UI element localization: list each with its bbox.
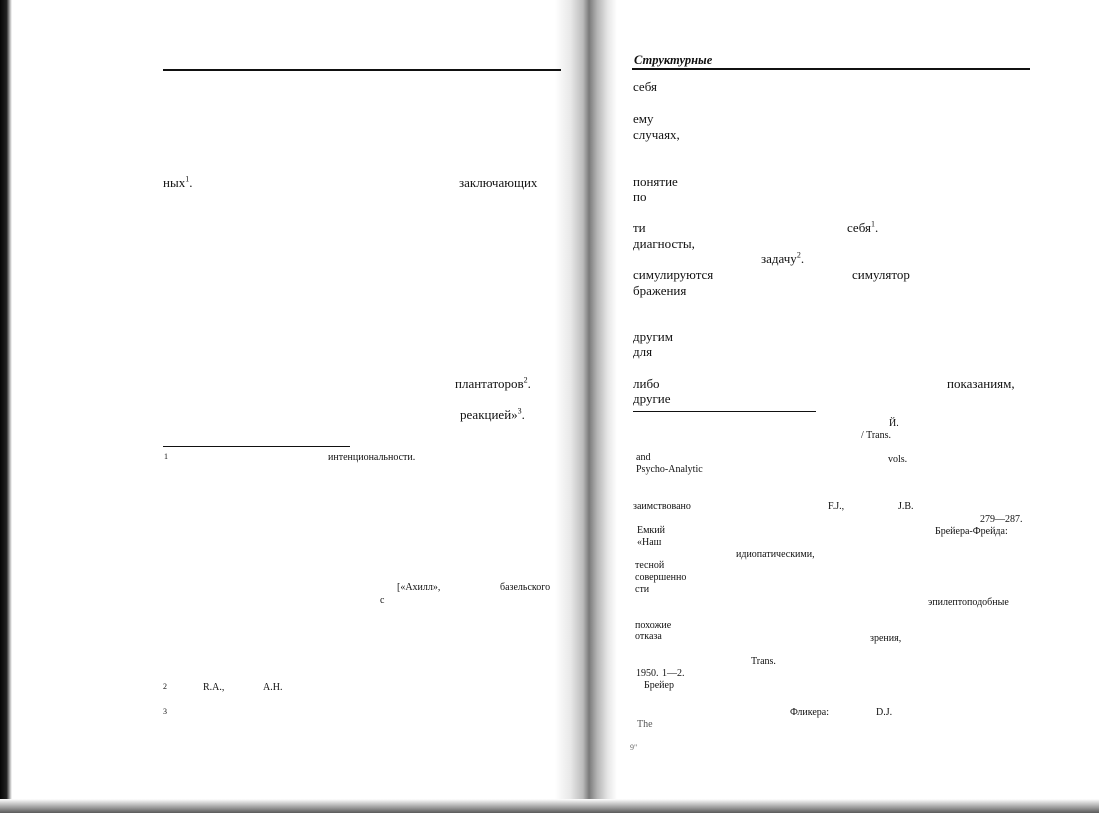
left-footnote-word: A.H.: [263, 682, 283, 693]
right-footnote-word: 279—287.: [980, 514, 1023, 525]
bottom-edge-shadow: [0, 799, 1099, 813]
right-footnote-word: Брейера-Фрейда:: [935, 526, 1008, 537]
right-footnote-word: похожие: [635, 620, 672, 631]
right-footnote-word: 1—2.: [662, 668, 685, 679]
right-footnote-word: J.B.: [898, 501, 914, 512]
right-header-rule: [632, 68, 1030, 70]
right-body-word: другим: [633, 329, 673, 344]
right-body-word: либо: [633, 376, 660, 391]
right-footnote-separator: [633, 411, 816, 412]
right-footnote-word: Й.: [889, 418, 899, 429]
footnote-number: 2: [163, 682, 167, 691]
footnote-ref: 1: [185, 174, 190, 184]
right-footnote-word: «Наш: [637, 537, 662, 548]
right-footnote-word: заимствовано: [633, 501, 691, 512]
right-body-word: показаниям,: [947, 376, 1015, 391]
right-body-word: понятие: [633, 174, 678, 189]
right-body-word: симулятор: [852, 267, 910, 282]
left-footnote-separator: [163, 446, 350, 447]
right-footnote-word: тесной: [635, 560, 665, 571]
right-footnote-word: and: [636, 452, 651, 463]
right-body-word: другие: [633, 391, 671, 406]
right-footnote-word: совершенно: [635, 572, 687, 583]
right-footnote-word: vols.: [888, 454, 908, 465]
right-footnote-word: The: [637, 719, 653, 730]
right-footnote-word: эпилептоподобные: [928, 597, 1009, 608]
right-body-word: случаях,: [633, 127, 680, 142]
footnote-number: 3: [163, 707, 167, 716]
right-footnote-word: идиопатическими,: [736, 549, 815, 560]
right-footnote-word: Trans.: [751, 656, 776, 667]
right-footnote-word: зрения,: [870, 633, 902, 644]
right-body-word: себя: [633, 79, 657, 94]
right-footnote-word: сти: [635, 584, 650, 595]
left-body-word: заключающих: [459, 175, 538, 190]
footnote-ref: 3: [517, 406, 522, 416]
right-body-word: бражения: [633, 283, 687, 298]
right-footnote-word: D.J.: [876, 707, 893, 718]
right-body-word: ти: [633, 220, 646, 235]
right-body-word: по: [633, 189, 647, 204]
right-footnote-word: отказа: [635, 631, 662, 642]
left-body-word: плантаторов$^2$.: [455, 375, 531, 391]
left-footnote-word: R.A.,: [203, 682, 225, 693]
right-body-word: ему: [633, 111, 654, 126]
right-footnote-word: Фликера:: [790, 707, 830, 718]
right-footnote-word: Брейер: [644, 680, 674, 691]
footnote-number: 1: [164, 452, 168, 461]
right-footnote-word: Емкий: [637, 525, 665, 536]
right-body-word: для: [633, 344, 653, 359]
right-footnote-word: / Trans.: [861, 430, 892, 441]
right-footnote-word: Psycho-Analytic: [636, 464, 703, 475]
left-footnote-word: базельского: [500, 582, 551, 593]
left-footnote-word: с: [380, 595, 385, 606]
right-footnote-word: 1950.: [636, 668, 659, 679]
left-footnote-word: интенциональности.: [328, 452, 416, 463]
right-body-word: задачу$^2$.: [761, 250, 805, 266]
right-body-word: симулируются: [633, 267, 714, 282]
right-body-word: себя$^1$.: [847, 219, 879, 235]
running-title: Структурные: [634, 53, 713, 67]
footnote-ref: 1: [870, 219, 875, 229]
page-mark: 9": [630, 743, 638, 752]
footnote-ref: 2: [796, 250, 801, 260]
right-footnote-word: F.J.,: [828, 501, 845, 512]
footnote-ref: 2: [523, 375, 528, 385]
book-gutter-shadow: [555, 0, 617, 813]
right-body-word: диагносты,: [633, 236, 695, 251]
left-footnote-word: [«Ахилл»,: [397, 582, 441, 593]
left-body-word: реакцией»$^3$.: [460, 406, 525, 422]
page-edge-shadow: [0, 0, 12, 813]
left-body-word: ных$^1$.: [163, 174, 193, 190]
left-header-rule: [163, 69, 561, 71]
